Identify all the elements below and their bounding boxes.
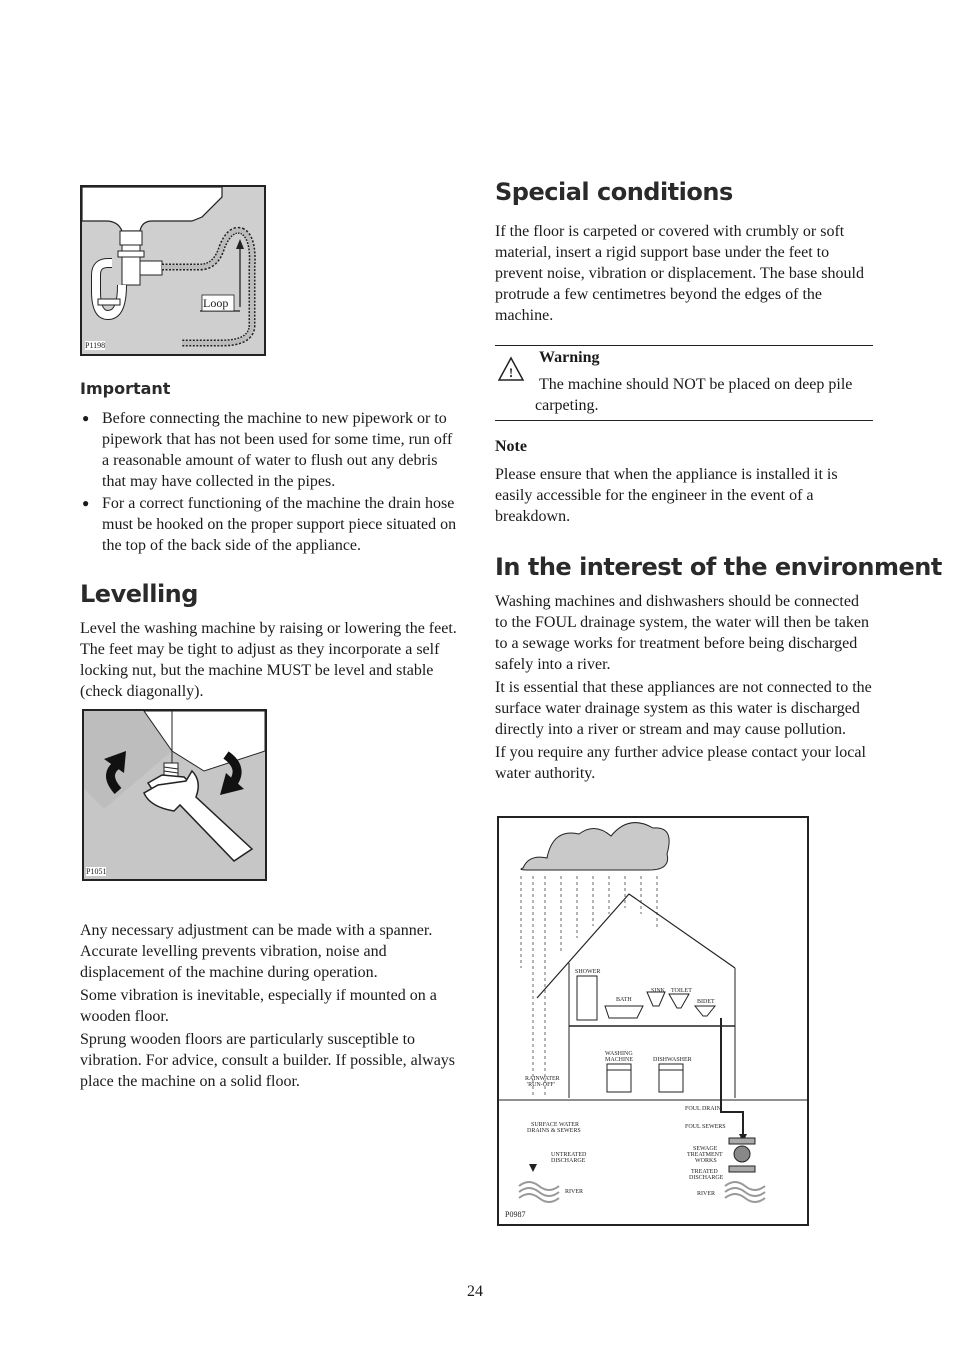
bullet-icon: ●	[82, 411, 90, 425]
environment-paragraph: If you require any further advice please contact your local water authority.	[495, 744, 866, 782]
page-number: 24	[467, 1283, 483, 1300]
dishwasher-label: DISHWASHER	[653, 1057, 692, 1063]
levelling-paragraph: Sprung wooden floors are particularly susceptible to vibration. For advice, consult a builder. If possible, always place the machine on a solid floor.	[80, 1031, 456, 1090]
surface-water-label: DRAINS & SEWERS	[527, 1128, 581, 1134]
sewage-label: TREATMENT	[687, 1152, 723, 1158]
environment-paragraphs	[495, 591, 873, 786]
levelling-heading: Levelling	[80, 580, 198, 608]
environment-paragraph: It is essential that these appliances are not connected to the surface water drainage system as this water is discharged directly into a river or stream and may cause pollution.	[495, 679, 872, 738]
bath-label: BATH	[616, 997, 632, 1003]
drainage-diagram	[497, 816, 809, 1226]
note-text: Please ensure that when the appliance is installed it is easily accessible for the engineer in the event of a breakdown.	[495, 466, 838, 525]
untreated-label: DISCHARGE	[551, 1158, 586, 1164]
washing-machine-label: WASHING	[605, 1051, 633, 1057]
levelling-paragraph: Any necessary adjustment can be made with a spanner. Accurate levelling prevents vibration, noise and displacement of the machine during operation.	[80, 922, 433, 981]
foul-drain-label: FOUL DRAIN	[685, 1106, 721, 1112]
washing-machine-label: MACHINE	[605, 1057, 633, 1063]
figure-code: P1198	[85, 341, 106, 350]
important-list	[80, 408, 462, 557]
svg-text:!: !	[508, 365, 514, 380]
shower-label: SHOWER	[575, 969, 601, 975]
warning-title: Warning	[539, 349, 600, 366]
special-conditions-text: If the floor is carpeted or covered with crumbly or soft material, insert a rigid support base under the feet to prevent noise, vibration or displacement. The base should protrude a few centimetres beyond the edges of the machine.	[495, 223, 864, 324]
drain-hose-figure	[80, 185, 266, 356]
toilet-label: TOILET	[671, 988, 692, 994]
warning-box	[495, 345, 873, 421]
spanner-figure	[82, 709, 267, 881]
environment-paragraph: Washing machines and dishwashers should be connected to the FOUL drainage system, the water will then be taken to a sewage works for treatment before being discharged safely into a river.	[495, 593, 869, 673]
treated-label: TREATED	[691, 1169, 718, 1175]
levelling-intro: Level the washing machine by raising or lowering the feet. The feet may be tight to adjust as they incorporate a self locking nut, but the machine MUST be level and stable (check diagonally).	[80, 620, 457, 700]
important-item: ● Before connecting the machine to new pipework or to pipework that has not been used for some time, run off a reasonable amount of water to flush out any debris that may have collected in the pipes.	[82, 410, 453, 490]
drainage-illustration	[499, 818, 807, 1224]
loop-label: Loop	[203, 296, 229, 310]
figure-code: P1051	[86, 867, 107, 876]
environment-heading: In the interest of the environment	[495, 553, 942, 581]
rainwater-label: RAINWATER	[525, 1076, 560, 1082]
bidet-label: BIDET	[697, 999, 715, 1005]
drain-hose-illustration	[82, 187, 264, 354]
surface-water-label: SURFACE WATER	[531, 1122, 579, 1128]
figure-code: P0987	[505, 1210, 526, 1219]
sewage-label: WORKS	[695, 1158, 717, 1164]
treated-label: DISCHARGE	[689, 1175, 724, 1181]
sewage-label: SEWAGE	[693, 1146, 718, 1152]
river-right-label: RIVER	[697, 1191, 715, 1197]
untreated-label: UNTREATED	[551, 1152, 587, 1158]
important-item: ● For a correct functioning of the machine the drain hose must be hooked on the proper support piece situated on the top of the back side of the appliance.	[82, 495, 457, 554]
levelling-paragraph: Some vibration is inevitable, especially if mounted on a wooden floor.	[80, 987, 437, 1025]
important-heading: Important	[80, 379, 171, 398]
levelling-paragraphs	[80, 920, 462, 1094]
special-conditions-heading: Special conditions	[495, 178, 733, 206]
foul-sewers-label: FOUL SEWERS	[685, 1124, 726, 1130]
sink-label: SINK	[651, 988, 666, 994]
spanner-illustration	[84, 711, 265, 879]
bullet-icon: ●	[82, 496, 90, 510]
rainwater-label: 'RUN-OFF'	[527, 1082, 555, 1088]
warning-text: The machine should NOT be placed on deep pile carpeting.	[535, 376, 853, 414]
note-title: Note	[495, 438, 527, 455]
warning-triangle-icon	[497, 356, 525, 382]
river-left-label: RIVER	[565, 1189, 583, 1195]
